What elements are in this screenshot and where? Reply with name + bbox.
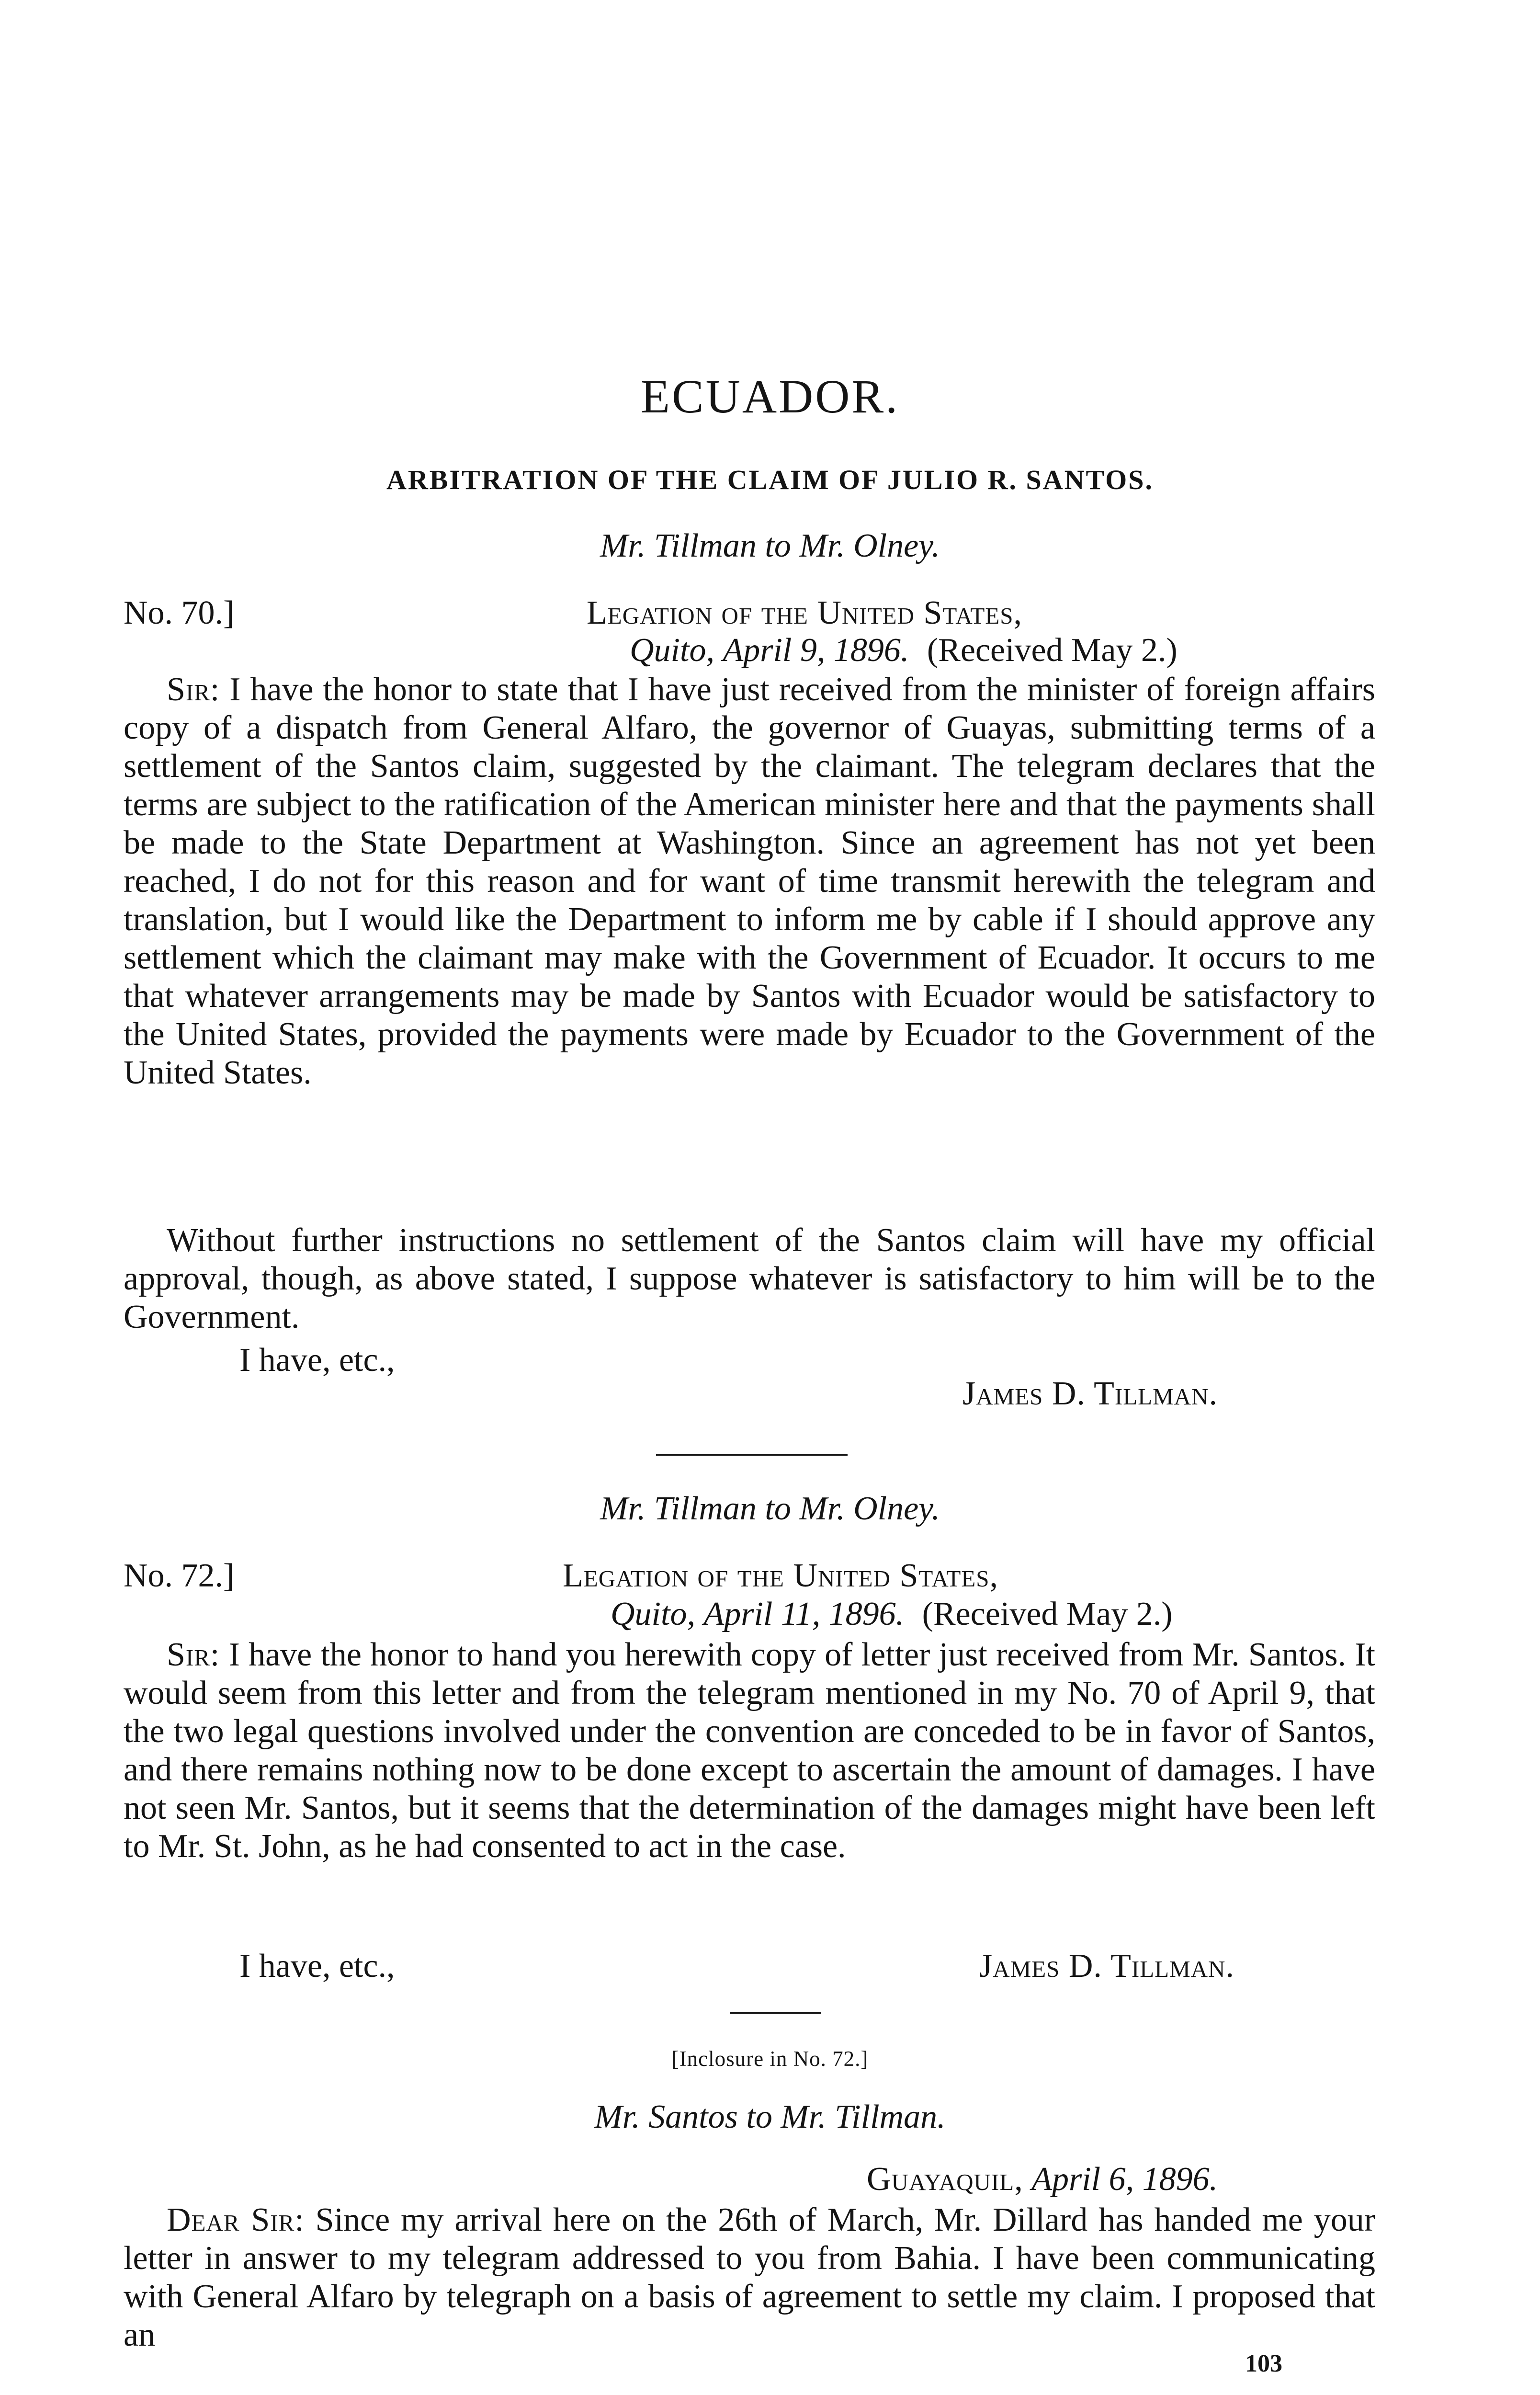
letter2-heading: Mr. Tillman to Mr. Olney. [600, 1490, 940, 1527]
page-title: ECUADOR. [640, 370, 900, 423]
letter2-paragraph-1 [124, 1636, 1375, 1866]
inclosure-heading: Mr. Santos to Mr. Tillman. [594, 2098, 946, 2135]
letter1-received: (Received May 2.) [927, 632, 1178, 669]
inclosure-place: Guayaquil, [867, 2161, 1023, 2198]
letter1-paragraph-2: Without further instructions no settlement of the Santos claim will have my official approval, though, as above stated, I suppose whatever is satisfactory to him will be to the Government. [124, 1222, 1375, 1335]
inclosure-date: April 6, 1896. [1031, 2161, 1218, 2198]
letter2-signature: James D. Tillman. [979, 1948, 1234, 1984]
letter1-number: No. 70.] [124, 594, 235, 631]
letter2-closing: I have, etc., [239, 1948, 395, 1984]
separator-rule-1 [656, 1454, 848, 1456]
letter1-signature: James D. Tillman. [962, 1375, 1218, 1412]
letter1-date: April 9, 1896. [723, 632, 909, 669]
letter1-paragraph-1 [124, 671, 1375, 1092]
letter1-salutation: Sir: [167, 671, 220, 708]
letter2-body-1: I have the honor to hand you herewith copy of letter just received from Mr. Santos. It would seem from this letter and from the telegram mentioned in my No. 70 of April 9, that the two legal questions involved under the convention are conceded to be in favor of Santos, and there remains nothing now to be done except to ascertain the amount of damages. I have not seen Mr. Santos, but it seems that the determination of the damages might have been left to Mr. St. John, as he had consented to act in the case. [124, 1636, 1376, 1865]
letter1-closing: I have, etc., [239, 1342, 395, 1379]
inclosure-body-1: Since my arrival here on the 26th of March, Mr. Dillard has handed me your letter in answer to my telegram addressed to you from Bahia. I have been communicating with General Alfaro by telegraph on a basis of agreement to settle my claim. I proposed that an [124, 2201, 1376, 2353]
inclosure-label: [Inclosure in No. 72.] [671, 2047, 869, 2071]
letter2-place: Quito, [611, 1596, 695, 1632]
letter1-legation: Legation of the United States, [587, 594, 1022, 631]
section-subtitle: ARBITRATION OF THE CLAIM OF JULIO R. SANTOS. [386, 464, 1154, 495]
separator-rule-2 [730, 2012, 821, 2014]
letter1-dateline [630, 631, 1178, 670]
letter2-legation: Legation of the United States, [563, 1557, 998, 1594]
letter1-place: Quito, [630, 632, 714, 669]
letter2-number: No. 72.] [124, 1557, 235, 1594]
letter2-received: (Received May 2.) [922, 1596, 1173, 1632]
letter2-salutation: Sir: [167, 1636, 220, 1673]
letter1-heading: Mr. Tillman to Mr. Olney. [600, 527, 940, 564]
inclosure-dateline [867, 2160, 1218, 2199]
inclosure-paragraph-1 [124, 2201, 1375, 2354]
inclosure-salutation: Dear Sir: [167, 2201, 305, 2238]
letter2-dateline [611, 1595, 1173, 1633]
letter1-body-1: I have the honor to state that I have just received from the minister of foreign affairs copy of a dispatch from General Alfaro, the governor of Guayas, submitting terms of a settlement of the Santos claim, suggested by the claimant. The telegram declares that the terms are subject to the ratification of the American minister here and that the payments shall be made to the State Department at Washington. Since an agreement has not yet been reached, I do not for this reason and for want of time transmit herewith the telegram and translation, but I would like the Department to inform me by cable if I should approve any settlement which the claimant may make with the Government of Ecuador. It occurs to me that whatever arrangements may be made by Santos with Ecuador would be satisfactory to the United States, provided the payments were made by Ecuador to the Government of the United States. [124, 671, 1375, 1091]
page-number: 103 [1245, 2350, 1282, 2377]
letter2-date: April 11, 1896. [703, 1596, 905, 1632]
